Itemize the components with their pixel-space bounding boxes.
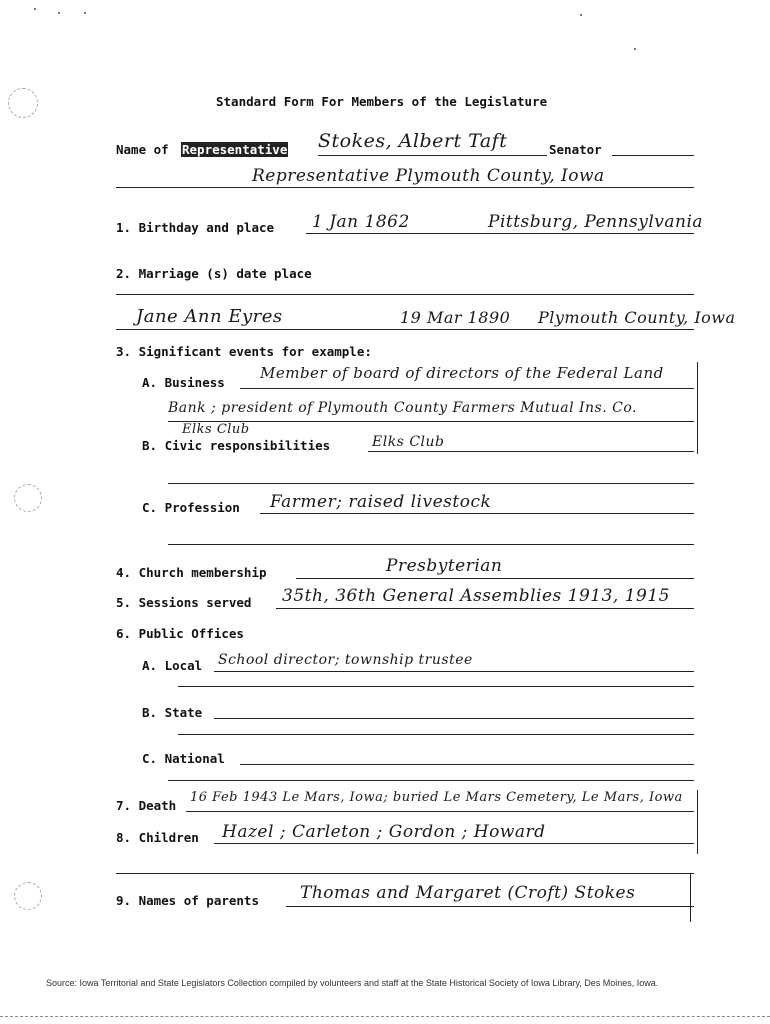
local-office-value: School director; township trustee: [218, 652, 473, 668]
parents-underline: [286, 906, 694, 907]
marriage-spouse-value: Jane Ann Eyres: [136, 306, 283, 327]
source-caption: Source: Iowa Territorial and State Legislators Collection compiled by volunteers and staff at the State Historical Society of Iowa Library, Des Moines, Iowa.: [46, 978, 659, 988]
civic-note: Elks Club: [182, 422, 250, 437]
church-value: Presbyterian: [386, 556, 503, 576]
sessions-value: 35th, 36th General Assemblies 1913, 1915: [282, 586, 670, 606]
civic-blank-line: [168, 483, 694, 484]
state-office-label: B. State: [142, 705, 203, 720]
state-office-blank-line: [178, 734, 694, 735]
civic-underline: [368, 451, 694, 452]
business-value-line-2: Bank ; president of Plymouth County Farmers Mutual Ins. Co.: [168, 400, 637, 416]
events-label: 3. Significant events for example:: [116, 344, 372, 359]
birthday-label: 1. Birthday and place: [116, 220, 275, 235]
profession-label: C. Profession: [142, 500, 240, 515]
marriage-label: 2. Marriage (s) date place: [116, 266, 312, 281]
form-title: Standard Form For Members of the Legislature: [216, 94, 548, 109]
marriage-place-value: Plymouth County, Iowa: [538, 308, 736, 327]
scan-bottom-edge: [0, 1016, 770, 1017]
business-label: A. Business: [142, 375, 225, 390]
birthday-underline: [306, 233, 694, 234]
parents-value: Thomas and Margaret (Croft) Stokes: [300, 883, 636, 903]
margin-bracket: [697, 362, 698, 454]
state-office-underline: [214, 718, 694, 719]
civic-value: Elks Club: [372, 434, 445, 450]
parents-label: 9. Names of parents: [116, 893, 259, 908]
district-underline: [116, 187, 694, 188]
name-underline: [318, 155, 547, 156]
marriage-date-value: 19 Mar 1890: [400, 308, 511, 327]
sessions-label: 5. Sessions served: [116, 595, 252, 610]
children-underline: [214, 843, 694, 844]
marriage-blank-line: [116, 294, 694, 295]
church-label: 4. Church membership: [116, 565, 267, 580]
punch-hole-mark: [14, 882, 42, 910]
civic-label: B. Civic responsibilities: [142, 438, 331, 453]
profession-blank-line: [168, 544, 694, 545]
scan-speck: [580, 14, 582, 16]
senator-label: Senator: [549, 142, 602, 157]
local-office-underline: [214, 671, 694, 672]
profession-value: Farmer; raised livestock: [270, 492, 492, 512]
death-underline: [186, 811, 694, 812]
district-value: Representative Plymouth County, Iowa: [252, 166, 605, 186]
business-value-line-1: Member of board of directors of the Federal Land: [260, 364, 664, 382]
sessions-underline: [276, 608, 694, 609]
birthday-value: 1 Jan 1862: [312, 212, 410, 232]
name-prefix-label: Name of: [116, 142, 169, 157]
margin-bracket: [690, 874, 691, 922]
local-office-label: A. Local: [142, 658, 203, 673]
margin-bracket: [697, 790, 698, 854]
scan-speck: [84, 12, 86, 14]
birthplace-value: Pittsburg, Pennsylvania: [488, 212, 704, 232]
punch-hole-mark: [8, 88, 38, 118]
children-blank-line: [116, 873, 694, 874]
children-label: 8. Children: [116, 830, 199, 845]
national-office-blank-line: [168, 780, 694, 781]
representative-label: Representative: [182, 142, 288, 157]
death-value: 16 Feb 1943 Le Mars, Iowa; buried Le Mars Cemetery, Le Mars, Iowa: [190, 790, 683, 805]
scan-speck: [634, 48, 636, 50]
local-office-blank-line: [178, 686, 694, 687]
national-office-label: C. National: [142, 751, 225, 766]
marriage-underline: [116, 329, 694, 330]
offices-label: 6. Public Offices: [116, 626, 244, 641]
profession-underline: [260, 513, 694, 514]
church-underline: [296, 578, 694, 579]
scan-speck: [34, 8, 36, 10]
scan-speck: [58, 12, 60, 14]
business-underline: [240, 388, 694, 389]
death-label: 7. Death: [116, 798, 177, 813]
punch-hole-mark: [14, 484, 42, 512]
children-value: Hazel ; Carleton ; Gordon ; Howard: [222, 822, 546, 842]
senator-underline: [612, 155, 694, 156]
national-office-underline: [240, 764, 694, 765]
legislator-name-value: Stokes, Albert Taft: [318, 130, 508, 152]
